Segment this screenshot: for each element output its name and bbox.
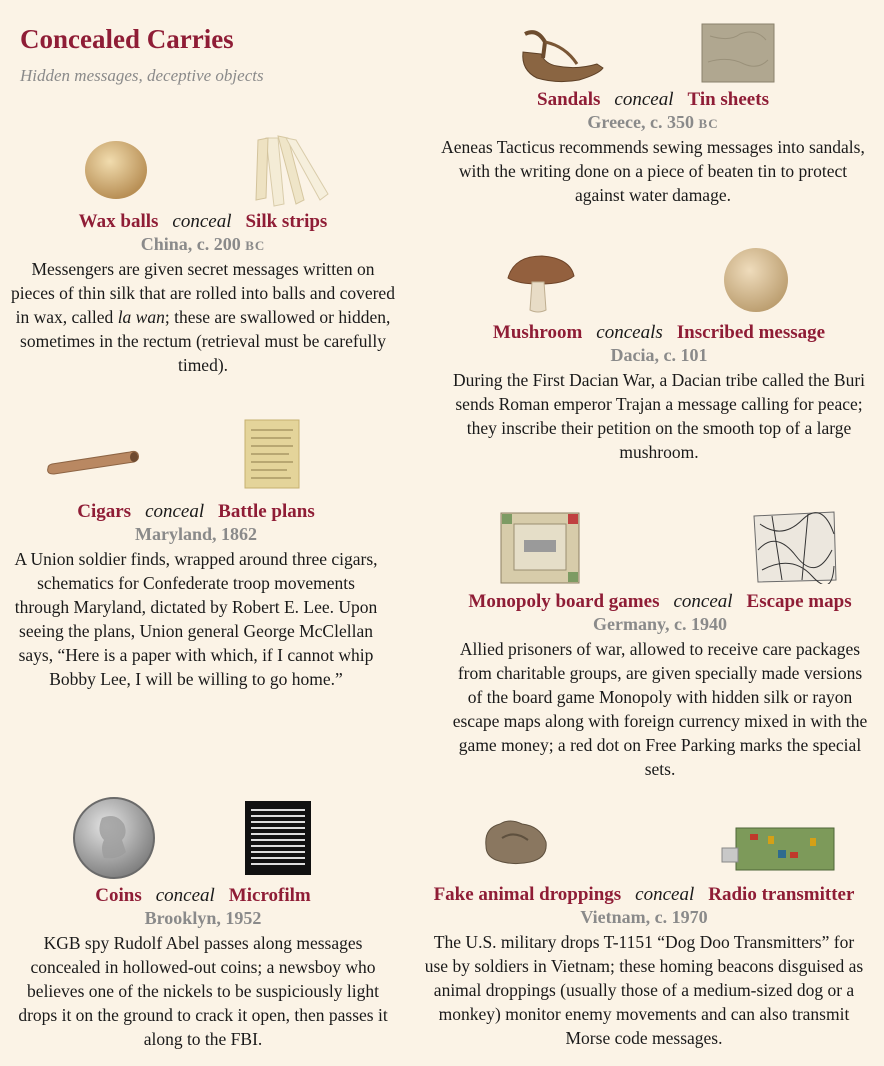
sandal-image: [517, 24, 607, 88]
entry-fake-droppings: [421, 884, 867, 1050]
entry-object-2: Battle plans: [218, 501, 315, 522]
microfilm-image: [245, 801, 311, 875]
entry-object-1: Monopoly board games: [468, 591, 660, 612]
mushroom-image: [504, 252, 576, 316]
tin-sheet-image: [700, 22, 776, 84]
fake-dropping-image: [482, 816, 550, 866]
coin-image: [72, 796, 156, 880]
entry-verb: conceal: [673, 591, 733, 612]
entry-verb: conceal: [635, 884, 695, 905]
wax-ball-image: [84, 140, 148, 200]
entry-place: Greece, c. 350 BC: [587, 112, 719, 132]
entry-object-1: Wax balls: [78, 211, 159, 232]
entry-wax-balls: [10, 211, 396, 377]
entry-place: Vietnam, c. 1970: [580, 907, 708, 927]
battle-plans-image: [243, 418, 301, 490]
entry-place: Brooklyn, 1952: [144, 908, 262, 928]
entry-description: A Union soldier finds, wrapped around three cigars, schematics for Confederate troop movements through Maryland, dictated by Robert E. Lee. Upon seeing the plans, Union general George McClellan says, “Here is a paper with which, if I cannot whip Bobby Lee, I will be willing to go home.”: [14, 549, 378, 689]
monopoly-board-image: [500, 512, 580, 584]
entry-object-1: Coins: [95, 885, 142, 906]
entry-verb: conceal: [172, 211, 232, 232]
entry-object-2: Inscribed message: [676, 322, 826, 343]
entry-object-2: Escape maps: [746, 591, 852, 612]
page-subtitle: Hidden messages, deceptive objects: [20, 66, 264, 85]
silk-strips-image: [244, 134, 340, 210]
entry-description: KGB spy Rudolf Abel passes along messages concealed in hollowed-out coins; a newsboy who believes one of the nickels to be suspiciously light drops it on the ground to crack it open, then passes it along to the FBI.: [18, 933, 388, 1049]
entry-object-1: Sandals: [537, 89, 601, 110]
escape-map-image: [752, 510, 838, 584]
entry-verb: conceal: [614, 89, 674, 110]
entry-place: Maryland, 1862: [134, 524, 257, 544]
entry-object-2: Tin sheets: [687, 89, 769, 110]
entry-sandals: [436, 89, 870, 207]
entry-object-2: Radio transmitter: [708, 884, 855, 905]
radio-transmitter-image: [720, 822, 836, 874]
entry-verb: conceals: [596, 322, 663, 343]
entry-verb: conceal: [145, 501, 205, 522]
entry-mushroom: [444, 322, 874, 464]
page-title: Concealed Carries: [20, 24, 234, 54]
entry-coins: [10, 885, 396, 1051]
entry-place: Dacia, c. 101: [610, 345, 708, 365]
entry-cigars: [10, 501, 382, 691]
entry-description: Aeneas Tacticus recommends sewing messages into sandals, with the writing done on a piece of beaten tin to protect against water damage.: [441, 137, 865, 205]
entry-description: Messengers are given secret messages written on pieces of thin silk that are rolled into balls and covered in wax, called la wan; these are swallowed or hidden, sometimes in the rectum (retrieval must be carefully timed).: [11, 259, 395, 375]
entry-object-2: Microfilm: [228, 885, 311, 906]
entry-object-2: Silk strips: [245, 211, 328, 232]
entry-place: China, c. 200 BC: [140, 234, 266, 254]
inscribed-message-image: [722, 246, 790, 314]
cigar-image: [44, 446, 142, 480]
entry-object-1: Cigars: [77, 501, 132, 522]
entry-verb: conceal: [155, 885, 215, 906]
entry-description: Allied prisoners of war, allowed to receive care packages from charitable groups, are given specially made versions of the board game Monopoly with hidden silk or rayon escape maps along with foreign currency mixed in with the game money; a red dot on Free Parking marks the special sets.: [452, 639, 868, 779]
entry-monopoly: [452, 591, 868, 781]
entry-place: Germany, c. 1940: [593, 614, 727, 634]
entry-object-1: Fake animal droppings: [433, 884, 622, 905]
entry-description: During the First Dacian War, a Dacian tribe called the Buri sends Roman emperor Trajan a message calling for peace; they inscribe their petition on the smooth top of a large mushroom.: [452, 370, 866, 462]
entry-description: The U.S. military drops T-1151 “Dog Doo Transmitters” for use by soldiers in Vietnam; these homing beacons disguised as animal droppings (usually those of a medium-sized dog or a monkey) monitor enemy movements and can also transmit Morse code messages.: [424, 932, 864, 1048]
entry-object-1: Mushroom: [492, 322, 583, 343]
